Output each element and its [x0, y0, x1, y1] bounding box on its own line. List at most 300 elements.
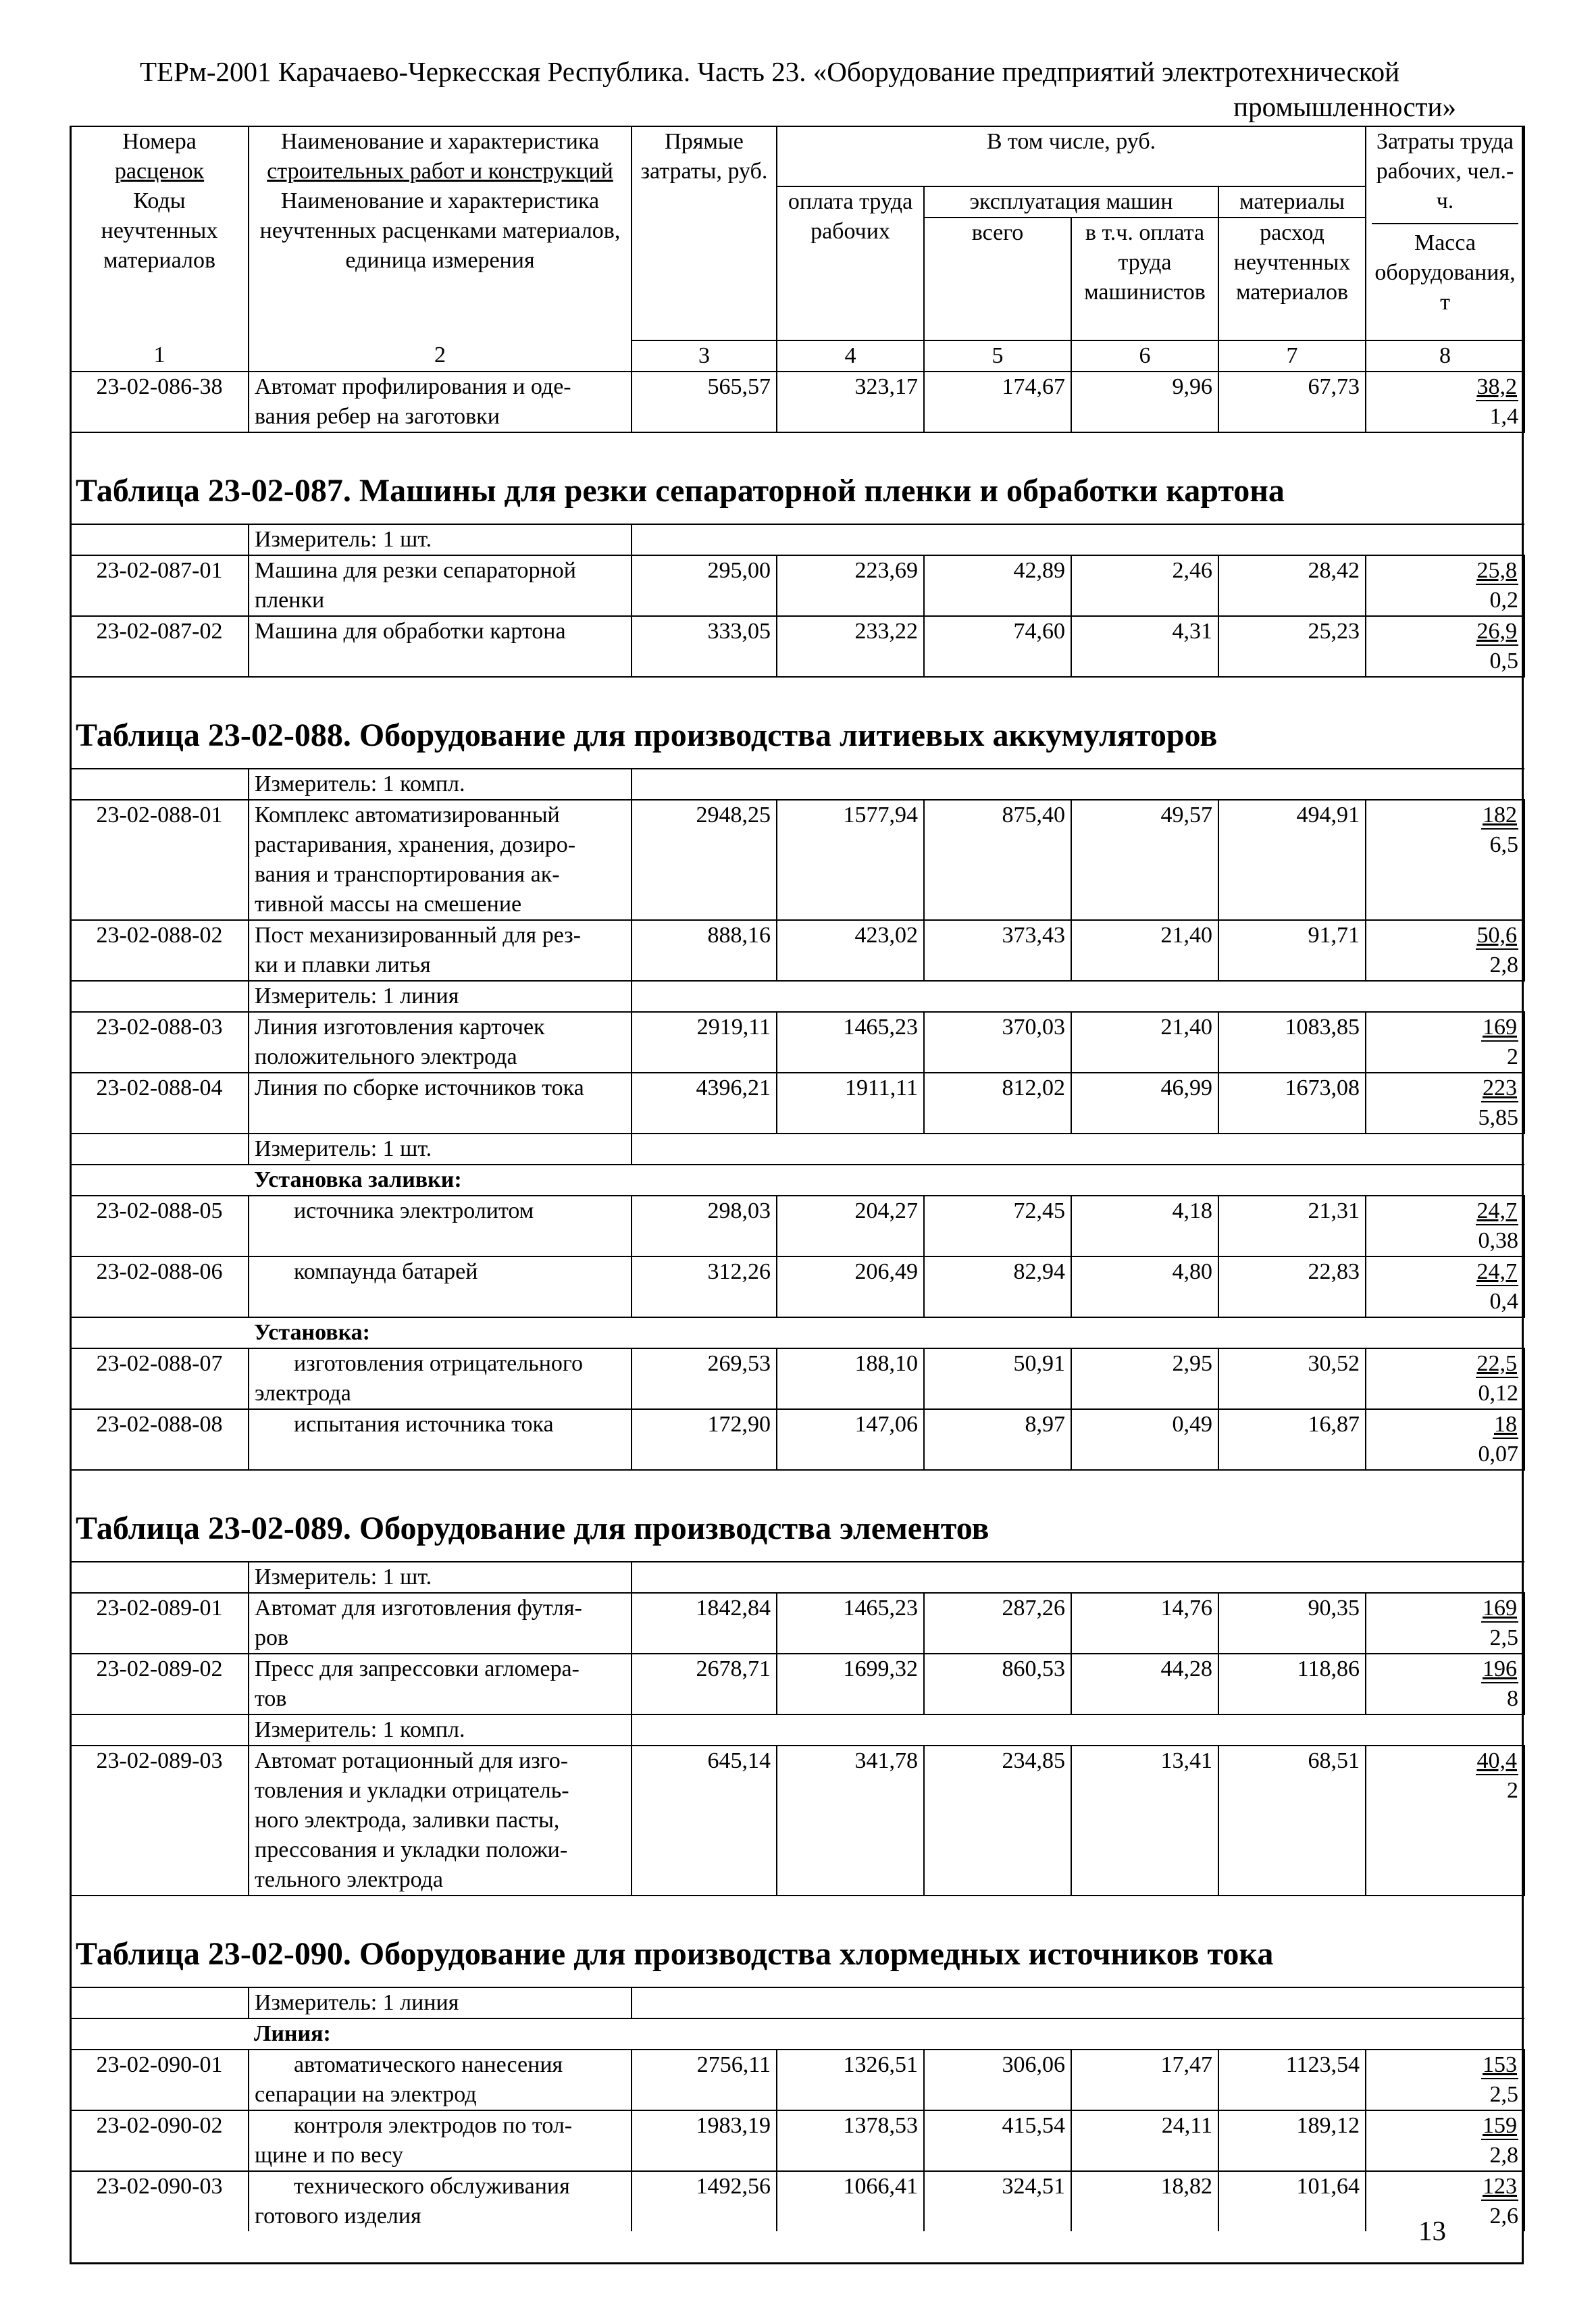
rate-name-line: тивной массы на смешение [255, 892, 522, 917]
rate-name-line: положительного электрода [255, 1044, 517, 1069]
subgroup-row [70, 2018, 1524, 2050]
rate-name [249, 1409, 632, 1470]
rate-code: 23-02-090-01 [70, 2050, 249, 2110]
value-c3: 312,26 [632, 1256, 777, 1317]
rate-name-line: электрода [255, 1381, 351, 1406]
value-c7: 22,83 [1218, 1256, 1366, 1317]
section-title-text: Таблица 23-02-090. Оборудование для производства хлормедных источников тока [70, 1896, 1524, 1987]
value-c6: 4,18 [1071, 1196, 1218, 1256]
empty-cell [70, 524, 249, 555]
rate-name [249, 2171, 632, 2231]
col-number: 8 [1366, 340, 1524, 372]
measure-unit-text [249, 1714, 632, 1746]
value-c3: 888,16 [632, 920, 777, 981]
empty-cell [70, 1165, 249, 1196]
rate-name-line: товления и укладки отрицатель- [255, 1778, 569, 1803]
col-number: 7 [1218, 340, 1366, 372]
labor-cost-value: 153 [1481, 2052, 1518, 2079]
equipment-mass-value: 0,4 [1489, 1289, 1518, 1314]
rate-name-line: прессования и укладки положи- [255, 1837, 568, 1862]
measure-unit-text [249, 1134, 632, 1165]
rate-name-line: Комплекс автоматизированный [255, 803, 560, 828]
rate-name-line: щине и по весу [255, 2143, 403, 2168]
table-row [70, 1012, 1524, 1073]
rate-name [249, 1012, 632, 1073]
rate-name-line: вания и транспортирования ак- [255, 862, 560, 887]
empty-cell [70, 1987, 249, 2018]
value-c4: 341,78 [777, 1746, 924, 1896]
labor-cost-value: 38,2 [1476, 374, 1519, 401]
equipment-mass-value: 2,8 [1489, 2143, 1518, 2168]
document-header-line-1: ТЕРм-2001 Карачаево-Черкесская Республика. Часть 23. «Оборудование предприятий электротехнической [140, 56, 1400, 87]
empty-cell [632, 524, 1524, 555]
subgroup-label: Линия: [254, 2021, 331, 2046]
value-c7: 25,23 [1218, 616, 1366, 677]
table-row [70, 920, 1524, 981]
value-c6: 0,49 [1071, 1409, 1218, 1470]
rate-code: 23-02-086-38 [70, 372, 249, 432]
rate-name-line: ки и плавки литья [255, 952, 431, 977]
labor-and-mass [1366, 1256, 1524, 1317]
col-head-codes: Коды неучтенных материалов [70, 186, 249, 340]
value-c7: 494,91 [1218, 800, 1366, 920]
rate-name-line: испытания источника тока [294, 1412, 554, 1437]
value-c7: 1673,08 [1218, 1073, 1366, 1134]
value-c5: 234,85 [924, 1746, 1071, 1896]
rate-name [249, 1196, 632, 1256]
measure-unit-row [70, 769, 1524, 800]
value-c3: 1492,56 [632, 2171, 777, 2231]
measure-unit-text [249, 1562, 632, 1593]
value-c4: 1066,41 [777, 2171, 924, 2231]
header-row-2 [70, 186, 1524, 218]
table-row [70, 1196, 1524, 1256]
rate-name [249, 616, 632, 677]
value-c5: 370,03 [924, 1012, 1071, 1073]
subgroup-text [249, 1165, 632, 1196]
measure-unit-row [70, 524, 1524, 555]
value-c6: 46,99 [1071, 1073, 1218, 1134]
rate-code: 23-02-088-03 [70, 1012, 249, 1073]
rate-name-line: ров [255, 1625, 289, 1650]
rate-name-line: готового изделия [255, 2204, 421, 2229]
value-c6: 2,95 [1071, 1348, 1218, 1409]
equipment-mass-value: 0,07 [1478, 1442, 1518, 1467]
labor-cost-value: 223 [1481, 1075, 1518, 1102]
measure-unit-row [70, 1562, 1524, 1593]
section-title-text: Таблица 23-02-088. Оборудование для производства литиевых аккумуляторов [70, 677, 1524, 769]
section-title-text: Таблица 23-02-087. Машины для резки сепараторной пленки и обработки картона [70, 432, 1524, 524]
col-head-name-bottom: Наименование и характеристика неучтенных расценками материалов, единица измерения [249, 186, 632, 340]
equipment-mass-value: 0,5 [1489, 649, 1518, 673]
table-row [70, 1073, 1524, 1134]
value-c4: 233,22 [777, 616, 924, 677]
labor-cost-value: 169 [1481, 1596, 1518, 1623]
col-head-machines: эксплуатация машин [924, 186, 1218, 218]
document-header-line-2: промышленности» [1233, 91, 1456, 122]
rate-name [249, 1654, 632, 1714]
column-numbers-row [70, 340, 1524, 372]
rate-code: 23-02-088-05 [70, 1196, 249, 1256]
rate-name-line: контроля электродов по тол- [294, 2113, 573, 2138]
col-number: 6 [1071, 340, 1218, 372]
equipment-mass-value: 2 [1507, 1044, 1518, 1069]
measure-unit-label: Измеритель: 1 линия [255, 984, 459, 1009]
value-c3: 4396,21 [632, 1073, 777, 1134]
rate-code: 23-02-090-02 [70, 2110, 249, 2171]
equipment-mass-value: 0,38 [1478, 1228, 1518, 1253]
col-number: 5 [924, 340, 1071, 372]
empty-cell [632, 769, 1524, 800]
value-c7: 1083,85 [1218, 1012, 1366, 1073]
labor-and-mass [1366, 2110, 1524, 2171]
col-number: 3 [632, 340, 777, 372]
rate-code: 23-02-088-06 [70, 1256, 249, 1317]
col-head-including: В том числе, руб. [777, 126, 1366, 186]
measure-unit-label: Измеритель: 1 шт. [255, 527, 432, 552]
value-c7: 1123,54 [1218, 2050, 1366, 2110]
col-head-numbers: Номера расценок [70, 126, 249, 186]
page-number: 13 [1418, 2215, 1446, 2246]
empty-cell [70, 1562, 249, 1593]
value-c3: 295,00 [632, 555, 777, 616]
value-c3: 298,03 [632, 1196, 777, 1256]
labor-cost-value: 22,5 [1476, 1351, 1519, 1378]
rate-name-line: автоматического нанесения [294, 2052, 563, 2077]
rate-name-line: Машина для обработки картона [255, 619, 566, 644]
table-row [70, 1746, 1524, 1896]
rate-name [249, 372, 632, 432]
rate-code: 23-02-088-02 [70, 920, 249, 981]
rate-name-line: Линия по сборке источников тока [255, 1075, 584, 1100]
labor-and-mass [1366, 800, 1524, 920]
value-c6: 4,31 [1071, 616, 1218, 677]
col-head-name-top: Наименование и характеристика строительных работ и конструкций [249, 126, 632, 186]
labor-and-mass [1366, 1746, 1524, 1896]
value-c5: 174,67 [924, 372, 1071, 432]
value-c3: 645,14 [632, 1746, 777, 1896]
table-row [70, 1256, 1524, 1317]
value-c7: 189,12 [1218, 2110, 1366, 2171]
subgroup-label: Установка заливки: [254, 1167, 462, 1192]
empty-cell [632, 1134, 1524, 1165]
value-c7: 16,87 [1218, 1409, 1366, 1470]
rate-name-line: Автомат профилирования и оде- [255, 374, 571, 399]
labor-and-mass [1366, 2050, 1524, 2110]
value-c4: 423,02 [777, 920, 924, 981]
labor-and-mass [1366, 1593, 1524, 1654]
rate-code: 23-02-088-04 [70, 1073, 249, 1134]
labor-and-mass [1366, 1073, 1524, 1134]
table-row [70, 1593, 1524, 1654]
measure-unit-label: Измеритель: 1 шт. [255, 1136, 432, 1161]
value-c7: 21,31 [1218, 1196, 1366, 1256]
measure-unit-text [249, 1987, 632, 2018]
rate-name-line: Пост механизированный для рез- [255, 923, 581, 948]
rate-name-line: технического обслуживания [294, 2174, 570, 2199]
measure-unit-label: Измеритель: 1 компл. [255, 1717, 465, 1742]
section-title-text: Таблица 23-02-089. Оборудование для производства элементов [70, 1470, 1524, 1562]
value-c3: 2919,11 [632, 1012, 777, 1073]
empty-cell [632, 981, 1524, 1012]
equipment-mass-value: 5,85 [1478, 1105, 1518, 1130]
labor-cost-value: 196 [1481, 1656, 1518, 1683]
value-c7: 101,64 [1218, 2171, 1366, 2231]
rate-name [249, 1256, 632, 1317]
equipment-mass-value: 2 [1507, 1778, 1518, 1803]
value-c3: 172,90 [632, 1409, 777, 1470]
subgroup-label: Установка: [254, 1320, 370, 1345]
rate-name-line: сепарации на электрод [255, 2082, 477, 2107]
value-c3: 1983,19 [632, 2110, 777, 2171]
equipment-mass-value: 2,5 [1489, 2082, 1518, 2107]
rate-name [249, 2110, 632, 2171]
col-number: 1 [70, 340, 249, 372]
value-c6: 49,57 [1071, 800, 1218, 920]
rate-name-line: пленки [255, 588, 325, 613]
rate-name-line: тельного электрода [255, 1867, 444, 1892]
value-c5: 812,02 [924, 1073, 1071, 1134]
rate-name [249, 1348, 632, 1409]
labor-and-mass [1366, 1012, 1524, 1073]
rate-name [249, 1746, 632, 1896]
value-c5: 373,43 [924, 920, 1071, 981]
labor-cost-value: 50,6 [1476, 923, 1519, 950]
equipment-mass-value: 8 [1507, 1686, 1518, 1711]
col-head-machines-total: всего [924, 218, 1071, 340]
table-row [70, 555, 1524, 616]
empty-cell [632, 1562, 1524, 1593]
equipment-mass-value: 2,6 [1489, 2204, 1518, 2229]
subgroup-text [249, 2018, 632, 2050]
value-c4: 1465,23 [777, 1012, 924, 1073]
labor-cost-value: 159 [1481, 2113, 1518, 2140]
measure-unit-label: Измеритель: 1 линия [255, 1990, 459, 2015]
labor-cost-value: 169 [1481, 1015, 1518, 1042]
table-row [70, 2110, 1524, 2171]
labor-and-mass [1366, 372, 1524, 432]
empty-cell [70, 981, 249, 1012]
value-c4: 1465,23 [777, 1593, 924, 1654]
value-c4: 223,69 [777, 555, 924, 616]
table-row [70, 2050, 1524, 2110]
value-c3: 2948,25 [632, 800, 777, 920]
labor-cost-value: 40,4 [1476, 1748, 1519, 1775]
value-c7: 67,73 [1218, 372, 1366, 432]
measure-unit-row [70, 1987, 1524, 2018]
value-c5: 72,45 [924, 1196, 1071, 1256]
table-section-title [70, 432, 1524, 524]
value-c6: 14,76 [1071, 1593, 1218, 1654]
value-c5: 415,54 [924, 2110, 1071, 2171]
value-c4: 1326,51 [777, 2050, 924, 2110]
value-c6: 24,11 [1071, 2110, 1218, 2171]
rate-code: 23-02-089-02 [70, 1654, 249, 1714]
value-c5: 74,60 [924, 616, 1071, 677]
rate-name-line: Машина для резки сепараторной [255, 558, 576, 583]
value-c3: 269,53 [632, 1348, 777, 1409]
table-row [70, 1348, 1524, 1409]
rate-name-line: Автомат ротационный для изго- [255, 1748, 569, 1773]
labor-and-mass [1366, 555, 1524, 616]
value-c6: 9,96 [1071, 372, 1218, 432]
table-section-title [70, 1896, 1524, 1987]
measure-unit-text [249, 524, 632, 555]
value-c4: 1911,11 [777, 1073, 924, 1134]
value-c4: 1378,53 [777, 2110, 924, 2171]
value-c3: 2756,11 [632, 2050, 777, 2110]
rate-name-line: компаунда батарей [294, 1259, 478, 1284]
labor-and-mass [1366, 1348, 1524, 1409]
table-row [70, 616, 1524, 677]
col-head-direct-costs: Прямые затраты, руб. [632, 126, 777, 340]
price-table [70, 126, 1525, 2231]
labor-and-mass [1366, 1654, 1524, 1714]
value-c5: 875,40 [924, 800, 1071, 920]
empty-cell [632, 2018, 1524, 2050]
value-c7: 90,35 [1218, 1593, 1366, 1654]
value-c5: 8,97 [924, 1409, 1071, 1470]
equipment-mass-value: 1,4 [1489, 404, 1518, 429]
rate-name-line: тов [255, 1686, 287, 1711]
col-head-labor-mass: Затраты труда рабочих, чел.-ч. Масса оборудования, т [1366, 126, 1524, 340]
rate-code: 23-02-088-07 [70, 1348, 249, 1409]
empty-cell [70, 1134, 249, 1165]
subgroup-row [70, 1165, 1524, 1196]
value-c6: 13,41 [1071, 1746, 1218, 1896]
labor-cost-value: 24,7 [1476, 1259, 1519, 1286]
labor-and-mass [1366, 1196, 1524, 1256]
table-section-title [70, 1470, 1524, 1562]
value-c5: 306,06 [924, 2050, 1071, 2110]
measure-unit-label: Измеритель: 1 шт. [255, 1565, 432, 1590]
col-head-labor-pay: оплата труда рабочих [777, 186, 924, 340]
labor-and-mass [1366, 1409, 1524, 1470]
measure-unit-row [70, 981, 1524, 1012]
table-row [70, 1654, 1524, 1714]
value-c3: 333,05 [632, 616, 777, 677]
measure-unit-text [249, 769, 632, 800]
subgroup-text [249, 1317, 632, 1348]
labor-cost-value: 123 [1481, 2174, 1518, 2201]
rate-code: 23-02-089-03 [70, 1746, 249, 1896]
table-row [70, 2171, 1524, 2231]
value-c5: 287,26 [924, 1593, 1071, 1654]
rate-name-line: Пресс для запрессовки агломера- [255, 1656, 580, 1681]
table-row [70, 800, 1524, 920]
rate-name [249, 1593, 632, 1654]
col-head-materials: материалы [1218, 186, 1366, 218]
labor-cost-value: 182 [1481, 803, 1518, 830]
empty-cell [70, 769, 249, 800]
rate-name [249, 555, 632, 616]
value-c4: 1577,94 [777, 800, 924, 920]
table-row [70, 372, 1524, 432]
rate-code: 23-02-089-01 [70, 1593, 249, 1654]
value-c4: 206,49 [777, 1256, 924, 1317]
measure-unit-text [249, 981, 632, 1012]
rate-name-line: Линия изготовления карточек [255, 1015, 545, 1040]
equipment-mass-value: 2,5 [1489, 1625, 1518, 1650]
value-c6: 21,40 [1071, 920, 1218, 981]
equipment-mass-value: 0,2 [1489, 588, 1518, 613]
empty-cell [70, 1714, 249, 1746]
value-c3: 1842,84 [632, 1593, 777, 1654]
value-c4: 204,27 [777, 1196, 924, 1256]
rate-name-line: ного электрода, заливки пасты, [255, 1808, 560, 1833]
empty-cell [632, 1714, 1524, 1746]
col-head-machinist-pay: в т.ч. оплата труда машинистов [1071, 218, 1218, 340]
empty-cell [632, 1987, 1524, 2018]
value-c5: 50,91 [924, 1348, 1071, 1409]
rate-name-line: вания ребер на заготовки [255, 404, 500, 429]
rate-name [249, 920, 632, 981]
value-c5: 82,94 [924, 1256, 1071, 1317]
rate-name-line: источника электролитом [294, 1198, 534, 1223]
value-c6: 18,82 [1071, 2171, 1218, 2231]
value-c6: 2,46 [1071, 555, 1218, 616]
value-c5: 860,53 [924, 1654, 1071, 1714]
table-section-title [70, 677, 1524, 769]
labor-and-mass [1366, 616, 1524, 677]
labor-cost-value: 25,8 [1476, 558, 1519, 585]
value-c4: 147,06 [777, 1409, 924, 1470]
value-c7: 68,51 [1218, 1746, 1366, 1896]
value-c7: 91,71 [1218, 920, 1366, 981]
equipment-mass-value: 0,12 [1478, 1381, 1518, 1406]
measure-unit-label: Измеритель: 1 компл. [255, 771, 465, 796]
col-number: 4 [777, 340, 924, 372]
value-c7: 118,86 [1218, 1654, 1366, 1714]
rate-name-line: Автомат для изготовления футля- [255, 1596, 582, 1621]
table-body [70, 126, 1524, 2231]
value-c4: 323,17 [777, 372, 924, 432]
value-c3: 565,57 [632, 372, 777, 432]
equipment-mass-value: 2,8 [1489, 952, 1518, 977]
equipment-mass-value: 6,5 [1489, 832, 1518, 857]
value-c6: 4,80 [1071, 1256, 1218, 1317]
empty-cell [632, 1165, 1524, 1196]
empty-cell [70, 2018, 249, 2050]
table-row [70, 1409, 1524, 1470]
value-c5: 324,51 [924, 2171, 1071, 2231]
labor-cost-value: 24,7 [1476, 1198, 1519, 1225]
col-number: 2 [249, 340, 632, 372]
header-row-1 [70, 126, 1524, 186]
measure-unit-row [70, 1134, 1524, 1165]
value-c4: 1699,32 [777, 1654, 924, 1714]
rate-code: 23-02-090-03 [70, 2171, 249, 2231]
value-c7: 28,42 [1218, 555, 1366, 616]
labor-cost-value: 26,9 [1476, 619, 1519, 646]
value-c5: 42,89 [924, 555, 1071, 616]
subgroup-row [70, 1317, 1524, 1348]
rate-code: 23-02-087-01 [70, 555, 249, 616]
rate-code: 23-02-088-08 [70, 1409, 249, 1470]
rate-name [249, 1073, 632, 1134]
rate-code: 23-02-088-01 [70, 800, 249, 920]
value-c6: 21,40 [1071, 1012, 1218, 1073]
value-c3: 2678,71 [632, 1654, 777, 1714]
rate-name [249, 2050, 632, 2110]
col-head-material-use: расход неучтенных материалов [1218, 218, 1366, 340]
labor-cost-value: 18 [1493, 1412, 1518, 1439]
empty-cell [632, 1317, 1524, 1348]
labor-and-mass [1366, 920, 1524, 981]
rate-code: 23-02-087-02 [70, 616, 249, 677]
rate-name-line: изготовления отрицательного [294, 1351, 584, 1376]
value-c6: 17,47 [1071, 2050, 1218, 2110]
